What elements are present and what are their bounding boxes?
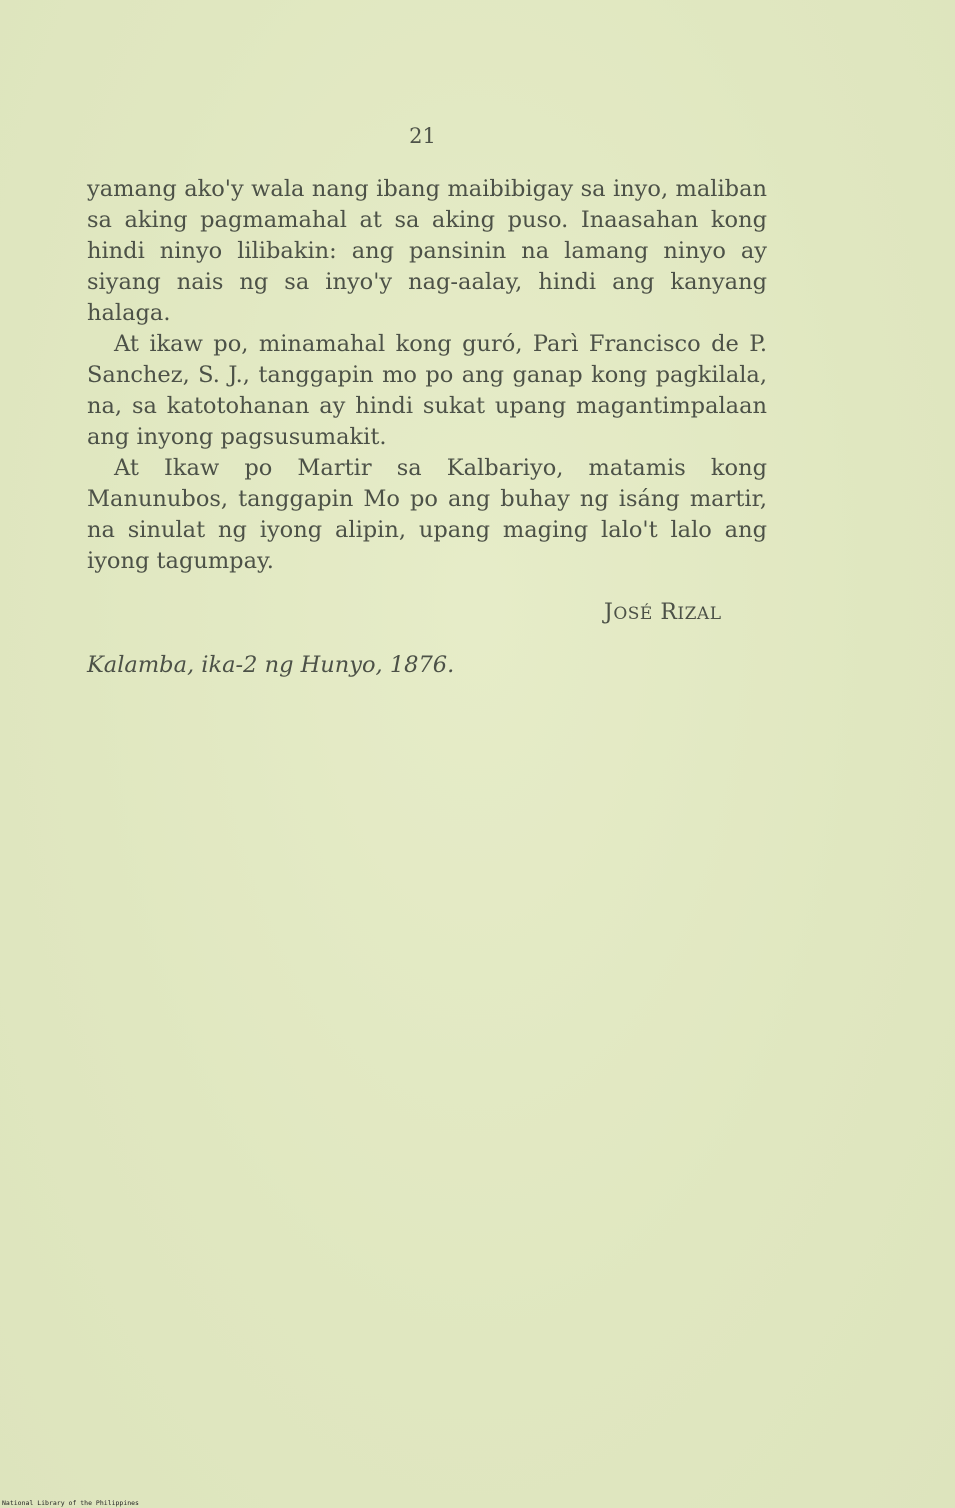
signature-first-rest: OSÉ bbox=[613, 604, 653, 624]
body-text bbox=[87, 174, 767, 577]
paragraph-3: At Ikaw po Martir sa Kalbariyo, matamis kong Manunubos, tanggapin Mo po ang buhay ng isáng martir, na sinulat ng iyong alipin, upang maging lalo't lalo ang iyong tagumpay. bbox=[87, 455, 767, 574]
paragraph-2: At ikaw po, minamahal kong guró, Parì Francisco de P. Sanchez, S. J., tanggapin mo po ang ganap kong pagkilala, na, sa katotohanan ay hindi sukat upang magantimpalaan ang inyong pagsusumakit. bbox=[87, 331, 767, 450]
signature-first-initial: J bbox=[604, 600, 614, 625]
page-number: 21 bbox=[409, 124, 436, 148]
paragraph-1: yamang ako'y wala nang ibang maibibigay sa inyo, maliban sa aking pagmamahal at sa aking puso. Inaasahan kong hindi ninyo lilibakin: ang pansinin na lamang ninyo ay siyang nais ng sa inyo'y nag-aalay, hindi ang kanyang halaga. bbox=[87, 176, 767, 326]
library-footer: National Library of the Philippines bbox=[2, 1499, 139, 1507]
signature-last-rest: IZAL bbox=[677, 604, 722, 624]
dateline: Kalamba, ika-2 ng Hunyo, 1876. bbox=[87, 652, 455, 678]
signature-last-initial: R bbox=[660, 600, 678, 625]
signature bbox=[604, 600, 722, 625]
